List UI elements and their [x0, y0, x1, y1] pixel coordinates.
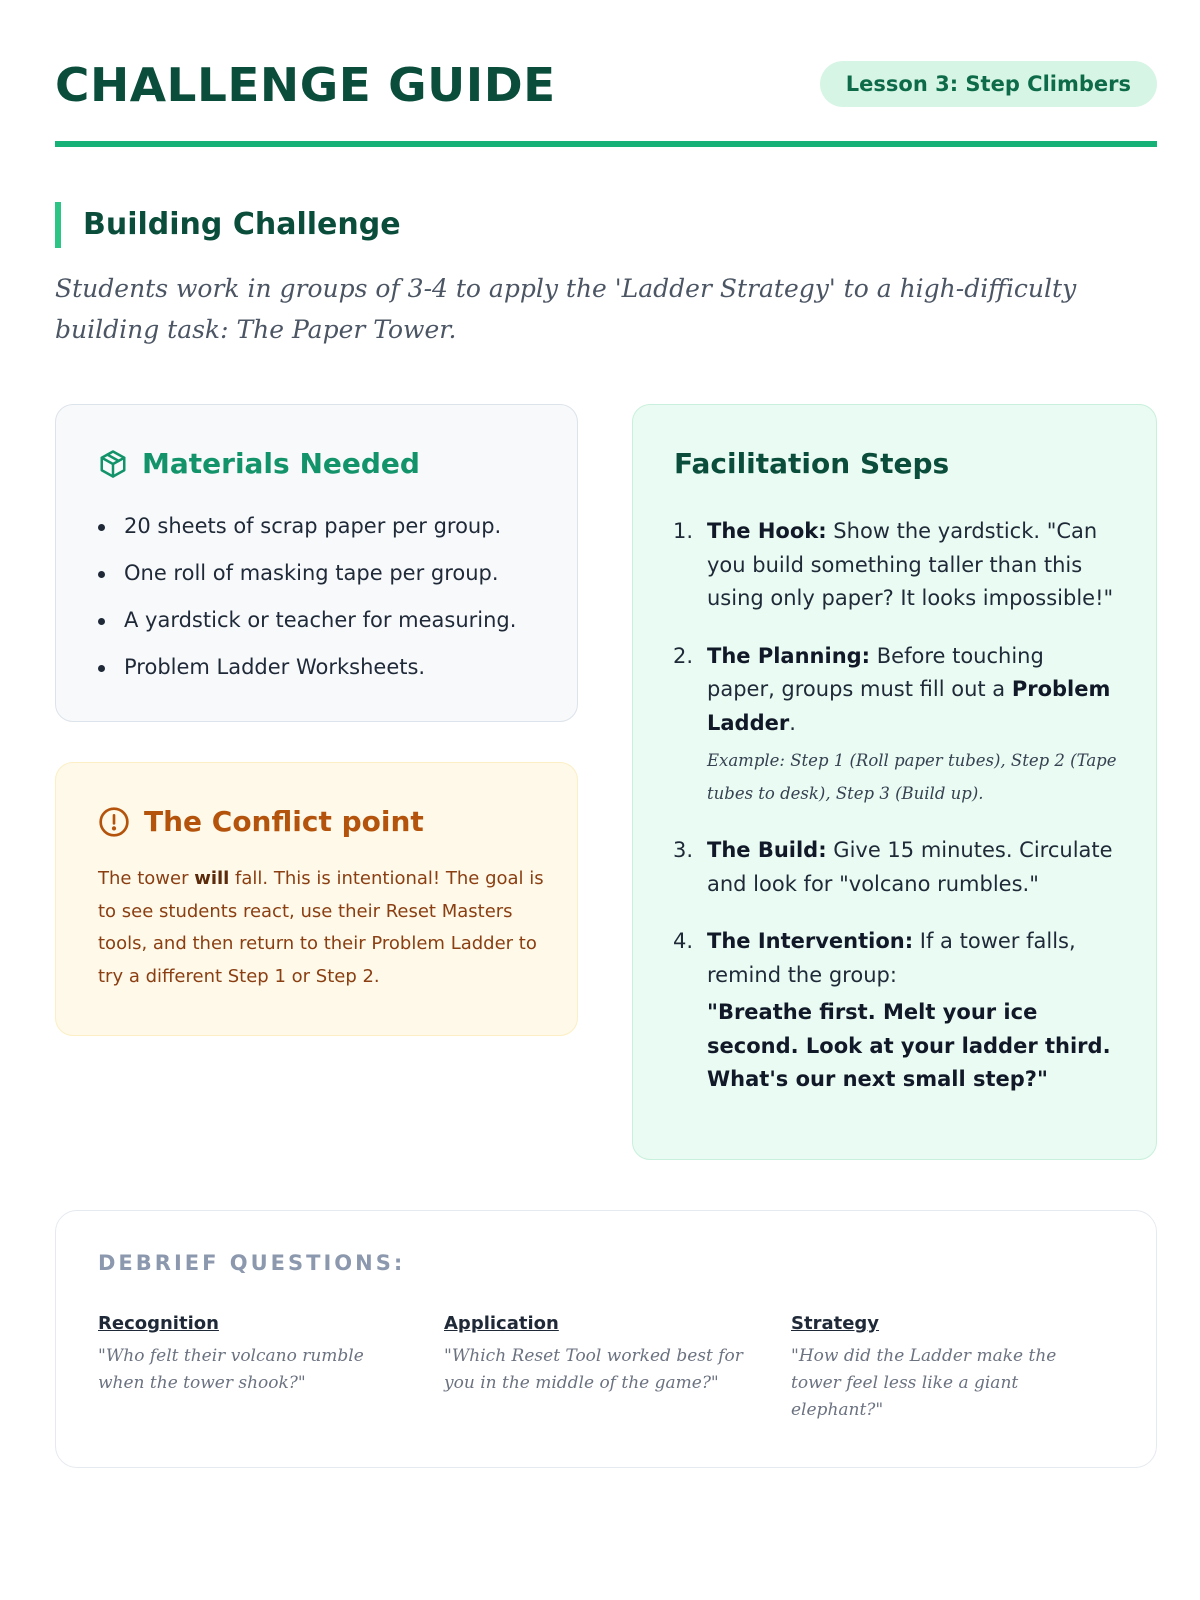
- facilitation-steps: [673, 515, 1118, 1121]
- debrief-question: [98, 1311, 408, 1397]
- step-label: The Hook:: [707, 519, 827, 543]
- debrief-panel: [55, 1210, 1157, 1468]
- step-label: The Build:: [707, 838, 827, 862]
- box-icon: [98, 449, 128, 479]
- header-divider: [55, 141, 1157, 147]
- step-text-tail: .: [789, 710, 796, 735]
- conflict-text-before: The tower: [98, 868, 195, 889]
- conflict-title-text: The Conflict point: [144, 805, 424, 838]
- step-label: The Planning:: [707, 643, 871, 668]
- page-title: CHALLENGE GUIDE: [55, 58, 556, 112]
- step-number: 1.: [673, 519, 694, 543]
- materials-title: [98, 447, 420, 480]
- conflict-text: [98, 863, 544, 993]
- materials-title-text: Materials Needed: [142, 447, 420, 480]
- lesson-badge: Lesson 3: Step Climbers: [820, 61, 1157, 107]
- list-item: 20 sheets of scrap paper per group.: [96, 503, 516, 550]
- facilitation-title: Facilitation Steps: [674, 447, 950, 480]
- step-text: If a tower falls, remind the group:: [707, 929, 1076, 987]
- facilitation-card: [632, 404, 1157, 1160]
- debrief-question-label: Application: [444, 1313, 559, 1334]
- conflict-text-emphasis: will: [194, 868, 230, 889]
- step-text: Show the yardstick. "Can you build something taller than this using only paper? It looks impossible!": [707, 519, 1114, 610]
- materials-card: [55, 404, 578, 722]
- list-item: Problem Ladder Worksheets.: [96, 644, 516, 691]
- step-text: Give 15 minutes. Circulate and look for "volcano rumbles.": [707, 838, 1113, 896]
- section-intro: Students work in groups of 3-4 to apply the 'Ladder Strategy' to a high-difficulty building task: The Paper Tower.: [55, 274, 1077, 344]
- step-item: [673, 515, 1118, 616]
- conflict-text-after: fall. This is intentional! The goal is to see students react, use their Reset Masters tools, and then return to their Problem Ladder to try a different Step 1 or Step 2.: [98, 868, 544, 987]
- materials-list: [96, 503, 516, 691]
- section-heading: Building Challenge: [55, 202, 401, 248]
- step-item: [673, 925, 1118, 1097]
- step-number: 2.: [673, 643, 694, 668]
- alert-circle-icon: [98, 806, 130, 838]
- list-item: One roll of masking tape per group.: [96, 550, 516, 597]
- debrief-question-label: Recognition: [98, 1313, 219, 1334]
- debrief-title: DEBRIEF QUESTIONS:: [98, 1251, 406, 1275]
- debrief-question-text: "Which Reset Tool worked best for you in the middle of the game?": [444, 1346, 743, 1393]
- step-example: Example: Step 1 (Roll paper tubes), Step 2 (Tape tubes to desk), Step 3 (Build up).: [707, 751, 1117, 803]
- step-item: [673, 834, 1118, 901]
- step-number: 4.: [673, 929, 694, 953]
- step-text-emphasis: Problem Ladder: [707, 677, 1111, 735]
- conflict-card: [55, 762, 578, 1036]
- debrief-question: [444, 1311, 754, 1397]
- step-text: Before touching paper, groups must fill out a: [707, 643, 1044, 701]
- step-item: [673, 640, 1118, 811]
- debrief-question: [791, 1311, 1101, 1424]
- debrief-question-label: Strategy: [791, 1313, 880, 1334]
- step-quote: "Breathe first. Melt your ice second. Look at your ladder third. What's our next small step?": [707, 1000, 1111, 1091]
- list-item: A yardstick or teacher for measuring.: [96, 597, 516, 644]
- step-number: 3.: [673, 838, 694, 862]
- debrief-question-text: "How did the Ladder make the tower feel less like a giant elephant?": [791, 1346, 1057, 1420]
- step-label: The Intervention:: [707, 929, 914, 953]
- conflict-title: [98, 805, 424, 838]
- header: [55, 55, 1157, 115]
- debrief-question-text: "Who felt their volcano rumble when the tower shook?": [98, 1346, 364, 1393]
